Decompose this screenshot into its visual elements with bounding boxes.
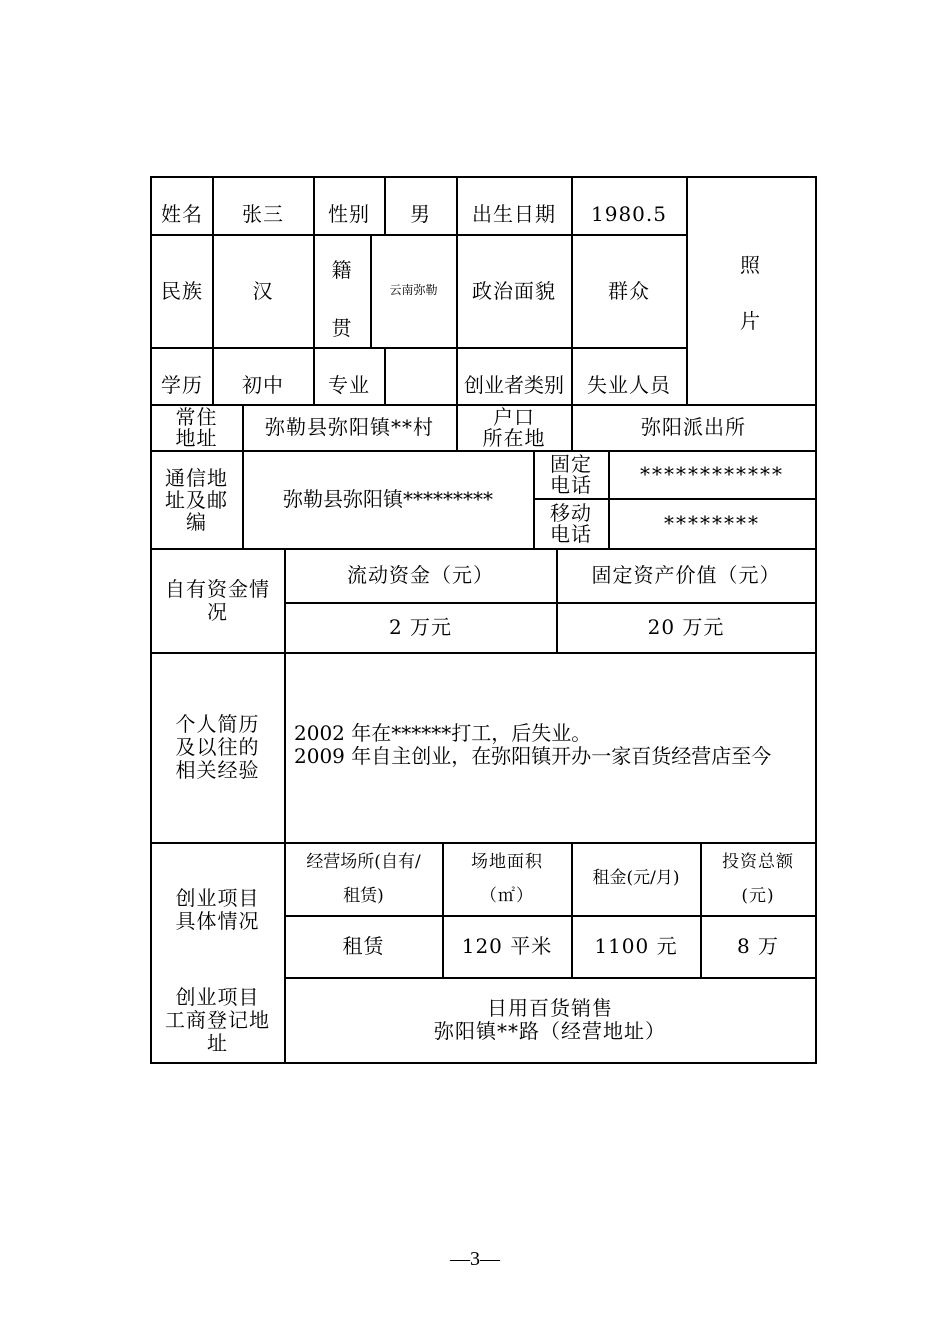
working-capital-value: 2 万元 (388, 615, 453, 639)
site-area-label: 场地面积 （㎡） (471, 852, 543, 906)
fixed-assets-label: 固定资产价值（元） (591, 563, 781, 587)
project-details-label: 创业项目 具体情况 (175, 886, 260, 933)
birth-date-label: 出生日期 (472, 201, 556, 226)
premises-label: 经营场所(自有/ 租赁) (306, 852, 421, 906)
fixed-assets-value: 20 万元 (647, 615, 725, 639)
political-status-value: 群众 (608, 278, 650, 303)
resume-text: 2002 年在******打工，后失业。 2009 年自主创业，在弥阳镇开办一家百货经营店至今 (294, 720, 772, 768)
name-value: 张三 (242, 201, 284, 226)
business-registration-address-label: 创业项目 工商登记地 址 (165, 984, 270, 1055)
page-number: —3— (450, 1248, 500, 1270)
gender-value: 男 (410, 201, 431, 226)
residence-address-label: 常住 地址 (175, 404, 218, 450)
working-capital-label: 流动资金（元） (347, 563, 494, 587)
name-label: 姓名 (161, 201, 203, 226)
major-value (385, 366, 456, 404)
fixed-phone-label: 固定 电话 (550, 451, 592, 497)
rent-value: 1100 元 (594, 934, 678, 958)
birth-date-value: 1980.5 (591, 201, 667, 226)
entrepreneur-category-value: 失业人员 (587, 372, 671, 397)
photo-placeholder-char-2: 片 (740, 309, 761, 333)
total-investment-value: 8 万 (736, 934, 780, 958)
political-status-label: 政治面貌 (472, 278, 556, 303)
residence-address-value: 弥勒县弥阳镇**村 (265, 415, 434, 439)
total-investment-label: 投资总额 (元) (722, 852, 794, 906)
mobile-phone-value: ******** (664, 511, 760, 535)
education-label: 学历 (161, 372, 203, 397)
education-value: 初中 (242, 372, 284, 397)
major-label: 专业 (328, 372, 370, 397)
rent-label: 租金(元/月) (592, 868, 680, 889)
resume-label: 个人简历 及以往的 相关经验 (175, 712, 260, 782)
premises-value: 租赁 (342, 934, 385, 958)
mailing-address-label: 通信地 址及邮 编 (165, 465, 228, 534)
ethnicity-label: 民族 (161, 278, 203, 303)
hukou-location-label: 户口 所在地 (482, 404, 546, 450)
ethnicity-value: 汉 (252, 278, 274, 303)
native-place-label-char-1: 籍 (331, 257, 353, 282)
gender-label: 性别 (328, 201, 370, 226)
hukou-location-value: 弥阳派出所 (641, 415, 746, 439)
business-registration-address-value: 日用百货销售 弥阳镇**路（经营地址） (434, 996, 666, 1043)
own-funds-label: 自有资金情 况 (165, 576, 270, 624)
native-place-value: 云南弥勒 (389, 283, 438, 298)
native-place-label-char-2: 贯 (331, 315, 353, 340)
photo-placeholder-char-1: 照 (740, 253, 761, 277)
mobile-phone-label: 移动 电话 (550, 500, 592, 546)
fixed-phone-value: ************ (640, 462, 784, 486)
site-area-value: 120 平米 (461, 934, 553, 958)
entrepreneur-category-label: 创业者类别 (464, 372, 564, 397)
mailing-address-value: 弥勒县弥阳镇********* (283, 487, 493, 511)
